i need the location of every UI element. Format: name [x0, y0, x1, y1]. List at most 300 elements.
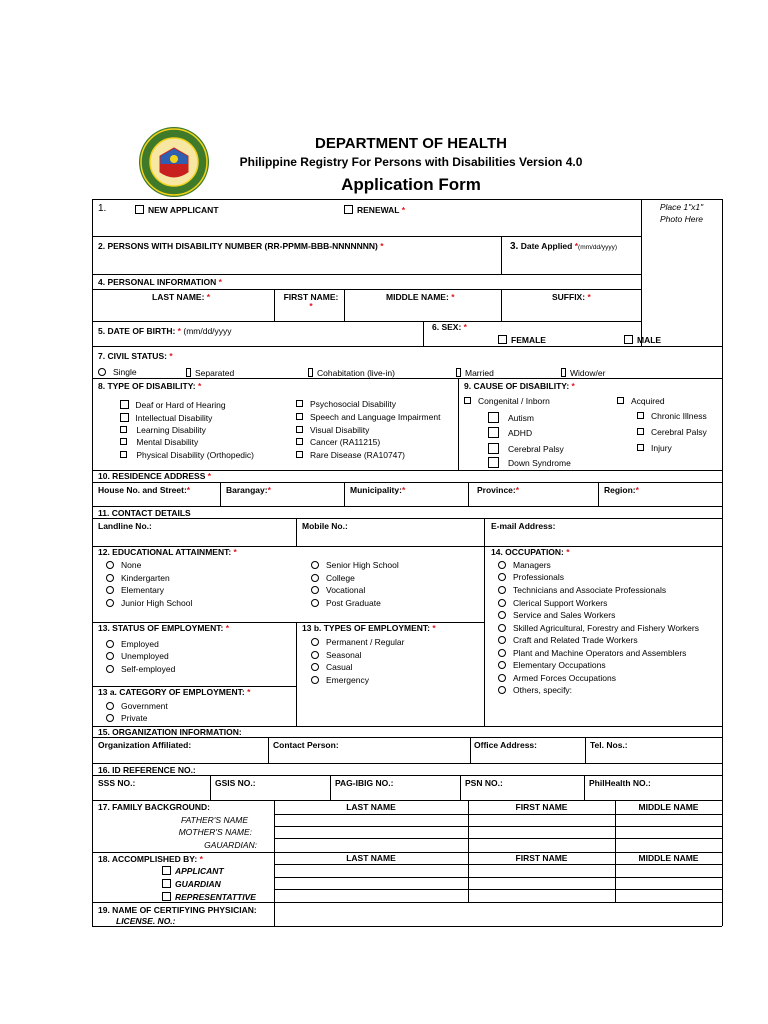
occupation-text: Elementary Occupations: [513, 660, 606, 670]
education-option[interactable]: [106, 561, 141, 570]
disability-cause-label: [464, 382, 575, 391]
education-option[interactable]: [311, 561, 399, 570]
row-line: [274, 877, 722, 878]
disability-checkbox[interactable]: [120, 400, 129, 409]
education-label: Junior High School: [121, 598, 193, 608]
pwd-number-text: 2. PERSONS WITH DISABILITY NUMBER (RR-PPMM-BBB-NNNNNNN): [98, 241, 378, 251]
required-star: *: [401, 485, 406, 495]
required-star: *: [267, 485, 271, 495]
photo-placeholder-line1: Place 1"x1": [659, 202, 704, 212]
required-star: *: [571, 381, 575, 391]
cause-label: Cerebral Palsy: [508, 444, 564, 454]
employment-status-text: Self-employed: [121, 664, 176, 674]
occupation-option[interactable]: [498, 586, 666, 595]
employment-type-option[interactable]: [311, 638, 404, 647]
disability-label: Cancer (RA11215): [310, 437, 381, 447]
occupation-radio[interactable]: [498, 649, 506, 657]
col-line: [460, 775, 461, 800]
representative-label: REPRESENTATTIVE: [175, 892, 256, 902]
disability-type-text: 8. TYPE OF DISABILITY:: [98, 381, 196, 391]
disability-label: Rare Disease (RA10747): [310, 450, 405, 460]
employment-type-text: Emergency: [326, 675, 369, 685]
separated-option[interactable]: [186, 368, 234, 378]
cause-checkbox[interactable]: [637, 428, 644, 435]
cause-checkbox[interactable]: [488, 427, 499, 438]
renewal-checkbox[interactable]: [344, 205, 353, 214]
applicant-checkbox[interactable]: [162, 866, 171, 875]
employment-type-radio[interactable]: [311, 676, 319, 684]
male-option[interactable]: [624, 335, 661, 345]
frame-bottom: [92, 926, 722, 927]
education-label: None: [121, 560, 142, 570]
disability-option[interactable]: [120, 451, 254, 460]
disability-option[interactable]: [120, 413, 212, 423]
accomplished-middle-name-header: MIDDLE NAME: [638, 853, 699, 863]
row-line: [92, 763, 722, 764]
disability-label: Intellectual Disability: [135, 413, 213, 423]
education-radio[interactable]: [311, 574, 319, 582]
cause-option[interactable]: [637, 428, 707, 437]
landline-field[interactable]: Landline No.:: [98, 521, 152, 531]
dob-text: 5. DATE OF BIRTH:: [98, 326, 176, 336]
disability-option[interactable]: [120, 426, 206, 435]
disability-checkbox[interactable]: [296, 413, 303, 420]
required-star: *: [587, 292, 591, 302]
accomplished-last-name-header: LAST NAME: [346, 853, 396, 863]
employment-type-option[interactable]: [311, 676, 369, 685]
philhealth-field[interactable]: PhilHealth NO.:: [589, 778, 651, 788]
contact-details-label: 11. CONTACT DETAILS: [98, 508, 191, 518]
applicant-label: APPLICANT: [175, 866, 224, 876]
suffix-label: [552, 293, 591, 302]
required-star: *: [309, 300, 313, 311]
cause-option[interactable]: [637, 412, 707, 421]
col-line: [598, 482, 599, 506]
pwd-number-label: [98, 242, 384, 251]
col-line: [274, 800, 275, 926]
occupation-option[interactable]: [498, 661, 606, 670]
education-radio[interactable]: [106, 599, 114, 607]
occupation-radio[interactable]: [498, 599, 506, 607]
cause-option[interactable]: [488, 443, 564, 454]
occupation-text: Craft and Related Trade Workers: [513, 635, 638, 645]
father-name-label: FATHER'S NAME: [181, 815, 248, 825]
required-star: *: [225, 623, 229, 633]
sex-text: 6. SEX:: [432, 322, 462, 332]
acquired-checkbox[interactable]: [617, 397, 624, 404]
required-star: *: [218, 277, 222, 287]
row-line: [92, 800, 722, 801]
employment-category-option[interactable]: [106, 714, 147, 723]
widow-option[interactable]: [561, 368, 605, 378]
col-line: [423, 321, 424, 346]
date-applied-text: Date Applied: [520, 241, 573, 251]
congenital-checkbox[interactable]: [464, 397, 471, 404]
employment-status-radio[interactable]: [106, 652, 114, 660]
new-applicant-checkbox[interactable]: [135, 205, 144, 214]
col-line: [274, 289, 275, 321]
civil-status-label: [98, 352, 173, 361]
col-line: [585, 737, 586, 763]
employment-status-option[interactable]: [106, 652, 169, 661]
col-line: [210, 775, 211, 800]
dob-format: (mm/dd/yyyy: [183, 326, 232, 336]
disability-cause-text: 9. CAUSE OF DISABILITY:: [464, 381, 570, 391]
residence-label: [98, 472, 211, 481]
employment-type-radio[interactable]: [311, 638, 319, 646]
house-street-label: House No. and Street:: [98, 485, 187, 495]
required-star: *: [463, 322, 467, 332]
row-line: [92, 482, 722, 483]
occupation-option[interactable]: [498, 624, 699, 633]
female-option[interactable]: [498, 335, 546, 345]
disability-checkbox[interactable]: [296, 451, 303, 458]
disability-option[interactable]: [296, 438, 380, 447]
occupation-text: Armed Forces Occupations: [513, 673, 616, 683]
dob-label: [98, 327, 232, 336]
disability-option[interactable]: [120, 438, 198, 447]
single-label: Single: [113, 367, 137, 377]
municipality-label: Municipality:: [350, 485, 402, 495]
occupation-option[interactable]: [498, 573, 564, 582]
required-star: *: [206, 292, 211, 302]
renewal-option[interactable]: [344, 205, 405, 215]
row-line: [92, 775, 722, 776]
col-line: [458, 378, 459, 470]
required-star: *: [515, 485, 520, 495]
employment-type-option[interactable]: [311, 651, 361, 660]
middle-name-text: MIDDLE NAME:: [386, 292, 449, 302]
employment-category-option[interactable]: [106, 702, 168, 711]
cause-checkbox[interactable]: [488, 412, 499, 423]
row-line: [92, 518, 722, 519]
occupation-radio[interactable]: [498, 573, 506, 581]
gsis-field[interactable]: GSIS NO.:: [215, 778, 256, 788]
education-radio[interactable]: [311, 561, 319, 569]
occupation-option[interactable]: [498, 611, 615, 620]
occupation-label: [491, 548, 570, 557]
disability-checkbox[interactable]: [120, 426, 127, 433]
guardian-label: GUARDIAN: [175, 879, 221, 889]
region-field[interactable]: [604, 486, 639, 495]
form-title: Application Form: [341, 175, 481, 194]
frame-right: [722, 199, 723, 926]
employment-status-radio[interactable]: [106, 640, 114, 648]
disability-label: Physical Disability (Orthopedic): [136, 450, 254, 460]
suffix-text: SUFFIX:: [552, 292, 586, 302]
applicant-option[interactable]: [162, 866, 224, 876]
occupation-radio[interactable]: [498, 624, 506, 632]
cause-option[interactable]: [637, 444, 672, 453]
married-option[interactable]: [456, 368, 494, 378]
organization-affiliated-field[interactable]: Organization Affiliated:: [98, 740, 192, 750]
col-line: [501, 236, 502, 274]
occupation-text: Clerical Support Workers: [513, 598, 608, 608]
congenital-label: Congenital / Inborn: [478, 396, 550, 406]
family-background-label: 17. FAMILY BACKGROUND:: [98, 802, 210, 812]
barangay-label: Barangay:: [226, 485, 268, 495]
married-label: Married: [465, 368, 494, 378]
middle-name-label: [386, 293, 455, 302]
employment-category-radio[interactable]: [106, 702, 114, 710]
married-checkbox[interactable]: [456, 368, 461, 377]
education-label: Post Graduate: [326, 598, 381, 608]
occupation-text: Technicians and Associate Professionals: [513, 585, 667, 595]
cohabitation-option[interactable]: [308, 368, 395, 378]
occupation-radio[interactable]: [498, 636, 506, 644]
employment-type-text: 13 b. TYPES OF EMPLOYMENT:: [302, 623, 430, 633]
row-line: [92, 852, 722, 853]
guardian-checkbox[interactable]: [162, 879, 171, 888]
occupation-radio[interactable]: [498, 611, 506, 619]
employment-type-radio[interactable]: [311, 651, 319, 659]
required-star: *: [566, 547, 570, 557]
occupation-radio[interactable]: [498, 661, 506, 669]
education-option[interactable]: [106, 599, 192, 608]
widow-label: Widow/er: [570, 368, 606, 378]
disability-checkbox[interactable]: [296, 426, 303, 433]
first-name-label: [282, 293, 340, 310]
accomplished-first-name-header: FIRST NAME: [515, 853, 568, 863]
col-line: [296, 622, 297, 726]
accomplished-by-text: 18. ACCOMPLISHED BY:: [98, 854, 198, 864]
col-line: [268, 737, 269, 763]
col-line: [468, 482, 469, 506]
last-name-text: LAST NAME:: [152, 292, 205, 302]
row-line: [92, 346, 722, 347]
civil-status-text: 7. CIVIL STATUS:: [98, 351, 167, 361]
required-star: *: [186, 485, 191, 495]
frame-top: [92, 199, 722, 200]
house-street-field[interactable]: [98, 486, 190, 495]
pagibig-field[interactable]: PAG-IBIG NO.:: [335, 778, 394, 788]
occupation-option[interactable]: [498, 636, 638, 645]
region-label: Region:: [604, 485, 636, 495]
disability-checkbox[interactable]: [120, 438, 127, 445]
municipality-field[interactable]: [350, 486, 405, 495]
acquired-label: Acquired: [631, 396, 665, 406]
cohabitation-label: Cohabitation (live-in): [317, 368, 395, 378]
residence-text: 10. RESIDENCE ADDRESS: [98, 471, 206, 481]
education-option[interactable]: [311, 586, 365, 595]
psn-field[interactable]: PSN NO.:: [465, 778, 503, 788]
row-line: [92, 378, 722, 379]
barangay-field[interactable]: [226, 486, 271, 495]
disability-option[interactable]: [296, 413, 440, 422]
contact-person-field[interactable]: Contact Person:: [273, 740, 339, 750]
female-label: FEMALE: [511, 335, 546, 345]
row-line: [274, 838, 722, 839]
employment-type-text: Permanent / Regular: [326, 637, 405, 647]
occupation-option[interactable]: [498, 561, 551, 570]
education-radio[interactable]: [311, 586, 319, 594]
sss-field[interactable]: SSS NO.:: [98, 778, 136, 788]
col-line: [484, 518, 485, 546]
id-reference-label: 16. ID REFERENCE NO.:: [98, 765, 196, 775]
cause-option[interactable]: [488, 412, 534, 423]
separated-label: Separated: [195, 368, 235, 378]
occupation-radio[interactable]: [498, 586, 506, 594]
disability-option[interactable]: [296, 451, 405, 460]
date-format-hint: (mm/dd/yyyy): [578, 244, 618, 251]
last-name-label: [152, 293, 210, 302]
row-line: [92, 506, 722, 507]
employment-category-text: 13 a. CATEGORY OF EMPLOYMENT:: [98, 687, 245, 697]
mobile-field[interactable]: Mobile No.:: [302, 521, 348, 531]
disability-label: Deaf or Hard of Hearing: [135, 400, 226, 410]
male-checkbox[interactable]: [624, 335, 633, 344]
education-option[interactable]: [311, 599, 381, 608]
occupation-option[interactable]: [498, 674, 616, 683]
province-label: Province:: [477, 485, 516, 495]
guardian-option[interactable]: [162, 879, 221, 889]
single-option[interactable]: [98, 368, 137, 377]
occupation-option[interactable]: [498, 686, 572, 695]
cause-checkbox[interactable]: [488, 457, 499, 468]
employment-status-radio[interactable]: [106, 665, 114, 673]
required-star: *: [401, 205, 406, 215]
col-line: [344, 482, 345, 506]
registry-subtitle: Philippine Registry For Persons with Disabilities Version 4.0: [239, 155, 583, 169]
mother-name-label: MOTHER'S NAME:: [178, 827, 252, 837]
separated-checkbox[interactable]: [186, 368, 191, 377]
disability-checkbox[interactable]: [296, 400, 303, 407]
cause-label: Autism: [508, 413, 534, 423]
required-star: *: [233, 547, 237, 557]
education-option[interactable]: [106, 574, 170, 583]
cohabitation-checkbox[interactable]: [308, 368, 313, 377]
occupation-text: Service and Sales Workers: [513, 610, 616, 620]
cause-checkbox[interactable]: [637, 412, 644, 419]
col-line: [501, 289, 502, 321]
office-address-field[interactable]: Office Address:: [474, 740, 537, 750]
education-label: Elementary: [121, 585, 164, 595]
representative-option[interactable]: [162, 892, 256, 902]
col-line: [615, 800, 616, 902]
employment-category-radio[interactable]: [106, 714, 114, 722]
row-line: [274, 814, 722, 815]
required-star: *: [199, 854, 203, 864]
employment-status-option[interactable]: [106, 665, 175, 674]
required-star: *: [451, 292, 455, 302]
row-line: [274, 864, 722, 865]
disability-label: Psychosocial Disability: [310, 399, 396, 409]
congenital-option[interactable]: [464, 397, 550, 406]
employment-category-text: Government: [121, 701, 168, 711]
tel-nos-field[interactable]: Tel. Nos.:: [590, 740, 628, 750]
row-line: [274, 826, 722, 827]
disability-option[interactable]: [296, 400, 396, 409]
employment-type-text: Casual: [326, 662, 353, 672]
male-label: MALE: [637, 335, 662, 345]
certifying-physician-label: 19. NAME OF CERTIFYING PHYSICIAN:: [98, 905, 257, 915]
row-line: [92, 737, 722, 738]
province-field[interactable]: [477, 486, 519, 495]
education-label: College: [326, 573, 355, 583]
row-line: [92, 274, 641, 275]
cause-option[interactable]: [488, 457, 571, 468]
occupation-option[interactable]: [498, 649, 686, 658]
widow-checkbox[interactable]: [561, 368, 566, 377]
education-option[interactable]: [311, 574, 355, 583]
employment-type-option[interactable]: [311, 663, 352, 672]
occupation-text: Others, specify:: [513, 685, 573, 695]
col-line: [484, 546, 485, 726]
occupation-radio[interactable]: [498, 561, 506, 569]
education-label: [98, 548, 237, 557]
disability-checkbox[interactable]: [120, 413, 129, 422]
employment-status-text: Unemployed: [121, 651, 169, 661]
employment-type-text: Seasonal: [326, 650, 362, 660]
disability-label: Mental Disability: [136, 437, 199, 447]
occupation-text: 14. OCCUPATION:: [491, 547, 564, 557]
disability-checkbox[interactable]: [120, 451, 127, 458]
department-title: DEPARTMENT OF HEALTH: [315, 135, 507, 152]
cause-label: Down Syndrome: [508, 458, 571, 468]
disability-label: Visual Disability: [310, 425, 370, 435]
single-radio[interactable]: [98, 368, 106, 376]
family-first-name-header: FIRST NAME: [515, 802, 568, 812]
representative-checkbox[interactable]: [162, 892, 171, 901]
email-field[interactable]: E-mail Address:: [491, 521, 556, 531]
occupation-radio[interactable]: [498, 674, 506, 682]
education-radio[interactable]: [106, 574, 114, 582]
disability-type-label: [98, 382, 201, 391]
row-line: [92, 321, 641, 322]
renewal-label: RENEWAL: [357, 205, 400, 215]
disability-option[interactable]: [296, 426, 369, 435]
employment-category-text: Private: [121, 713, 148, 723]
row-line: [92, 289, 641, 290]
new-applicant-label: NEW APPLICANT: [148, 205, 219, 215]
disability-option[interactable]: [120, 400, 226, 410]
col-line: [344, 289, 345, 321]
disability-checkbox[interactable]: [296, 438, 303, 445]
cause-checkbox[interactable]: [488, 443, 499, 454]
accomplished-by-label: [98, 855, 203, 864]
date-applied-number: 3.: [510, 241, 519, 252]
cause-label: Chronic Illness: [651, 411, 707, 421]
organization-info-label: 15. ORGANIZATION INFORMATION:: [98, 727, 242, 737]
cause-label: Cerebral Palsy: [651, 427, 707, 437]
education-radio[interactable]: [106, 586, 114, 594]
occupation-radio[interactable]: [498, 686, 506, 694]
occupation-option[interactable]: [498, 599, 607, 608]
female-checkbox[interactable]: [498, 335, 507, 344]
employment-type-label: [302, 624, 436, 633]
new-applicant-option[interactable]: [135, 205, 219, 215]
occupation-text: Professionals: [513, 572, 565, 582]
photo-placeholder-line2: Photo Here: [660, 214, 703, 224]
education-label: Kindergarten: [121, 573, 170, 583]
employment-status-option[interactable]: [106, 640, 159, 649]
employment-category-label: [98, 688, 250, 697]
cause-checkbox[interactable]: [637, 444, 644, 451]
required-star: *: [207, 471, 212, 481]
education-radio[interactable]: [311, 599, 319, 607]
col-line: [470, 737, 471, 763]
education-option[interactable]: [106, 586, 164, 595]
acquired-option[interactable]: [617, 397, 665, 406]
row1-number: 1.: [98, 203, 107, 214]
family-middle-name-header: MIDDLE NAME: [638, 802, 699, 812]
education-radio[interactable]: [106, 561, 114, 569]
required-star: *: [177, 326, 181, 336]
license-no-label: LICENSE. NO.:: [116, 916, 176, 926]
cause-option[interactable]: [488, 427, 532, 438]
employment-type-radio[interactable]: [311, 663, 319, 671]
col-line: [468, 800, 469, 902]
